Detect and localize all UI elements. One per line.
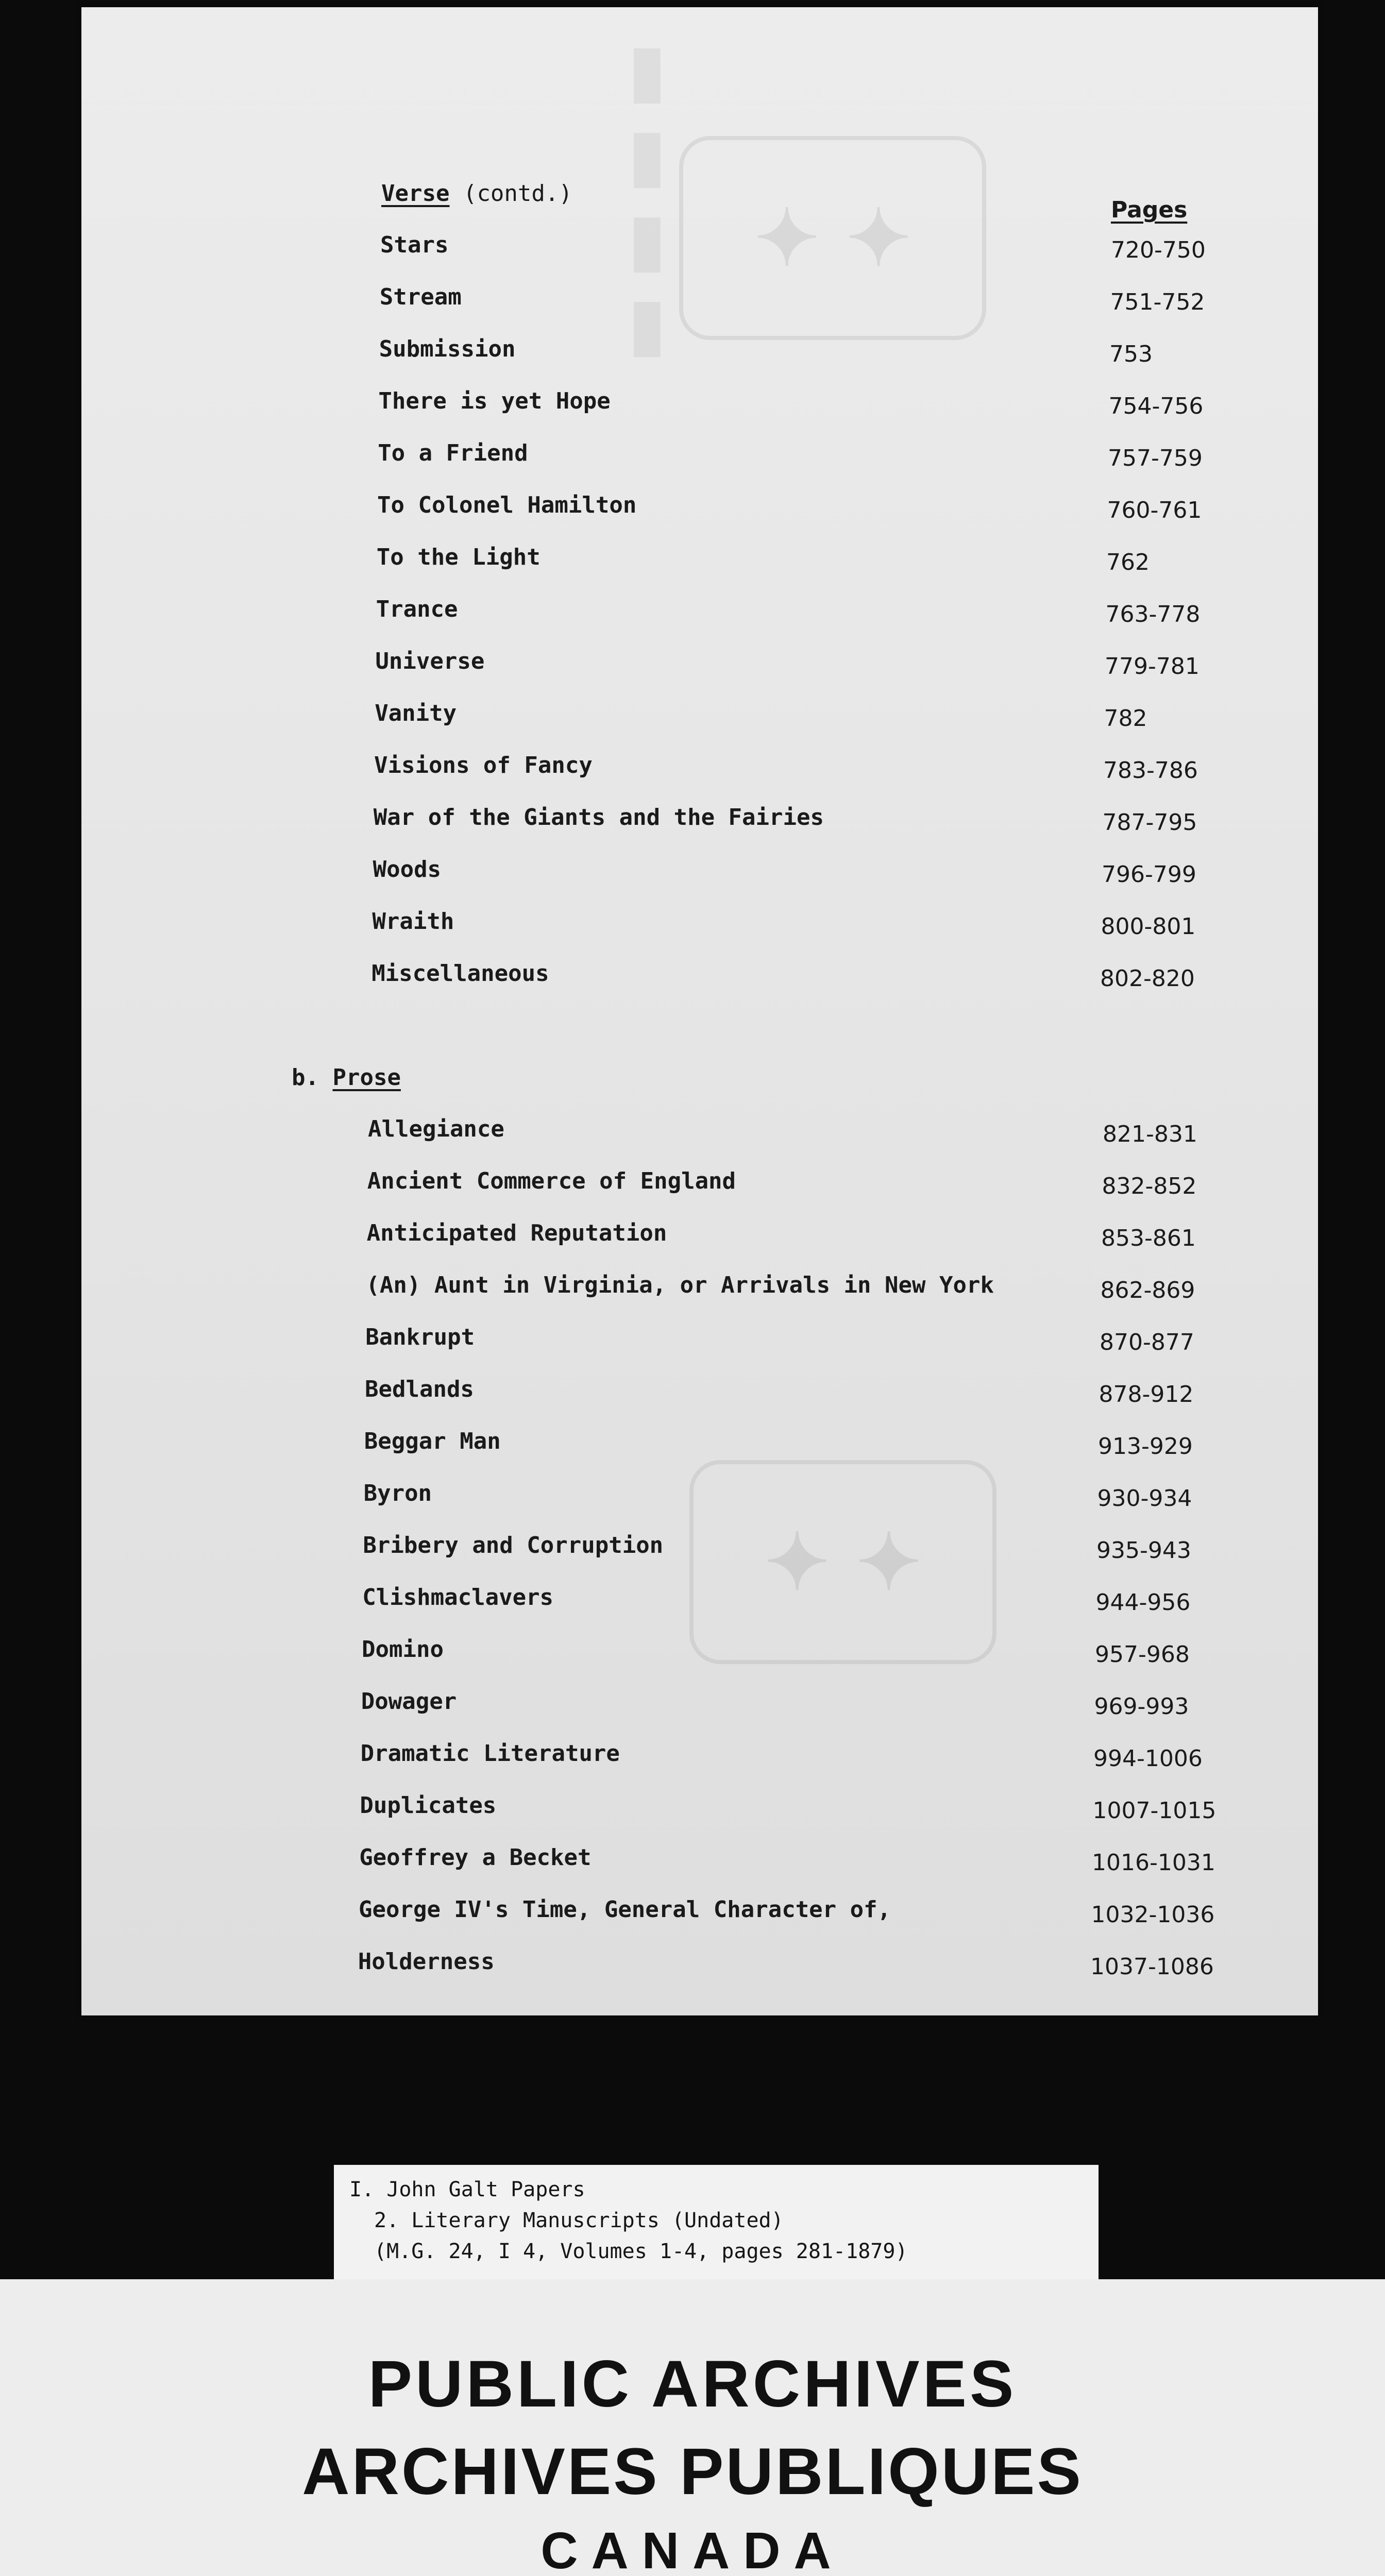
prose-item-title: Allegiance	[368, 1116, 504, 1142]
prose-item-pages: 994-1006	[1093, 1745, 1203, 1772]
prose-item-title: Bedlands	[365, 1376, 474, 1402]
verse-item-pages: 783-786	[1103, 757, 1198, 784]
prose-item-pages: 913-929	[1098, 1433, 1193, 1460]
verse-item-pages: 763-778	[1105, 601, 1201, 628]
verse-heading-suffix: (contd.)	[463, 180, 572, 207]
prose-item-title: Dowager	[361, 1688, 457, 1715]
prose-item-title: George IV's Time, General Character of,	[359, 1896, 891, 1923]
banner-line-3: CANADA	[541, 2522, 844, 2576]
prose-item-title: (An) Aunt in Virginia, or Arrivals in New York	[366, 1272, 994, 1298]
prose-item-pages: 935-943	[1096, 1537, 1191, 1564]
verse-item-title: Stars	[380, 232, 449, 258]
verse-item-pages: 760-761	[1107, 497, 1202, 523]
prose-item-title: Clishmaclavers	[362, 1584, 554, 1611]
prose-item-title: Geoffrey a Becket	[359, 1844, 592, 1871]
prose-item-title: Domino	[362, 1636, 444, 1663]
verse-item-title: Vanity	[375, 700, 457, 726]
prose-item-title: Holderness	[358, 1948, 495, 1975]
prose-item-title: Dramatic Literature	[360, 1740, 620, 1767]
prose-item-pages: 1007-1015	[1092, 1798, 1217, 1824]
banner-line-1: PUBLIC ARCHIVES	[368, 2347, 1017, 2421]
prose-item-title: Beggar Man	[364, 1428, 501, 1454]
verse-item-title: Trance	[376, 596, 458, 622]
archives-banner	[0, 2279, 1385, 2576]
archive-label	[334, 2165, 1099, 2279]
prose-item-pages: 1016-1031	[1092, 1850, 1215, 1876]
prose-item-title: Byron	[363, 1480, 432, 1506]
prose-item-title: Duplicates	[360, 1792, 497, 1819]
verse-heading-line	[381, 178, 572, 209]
pages-header: Pages	[1111, 197, 1188, 223]
prose-item-title: Anticipated Reputation	[366, 1220, 667, 1246]
verse-item-title: Submission	[379, 336, 516, 362]
prose-item-title: Bribery and Corruption	[363, 1532, 664, 1558]
banner-line-2: ARCHIVES PUBLIQUES	[302, 2435, 1083, 2509]
verse-item-pages: 762	[1106, 549, 1150, 575]
prose-item-pages: 821-831	[1103, 1121, 1197, 1147]
verse-item-title: Wraith	[372, 908, 454, 935]
verse-item-pages: 753	[1109, 341, 1153, 367]
verse-item-title: Universe	[375, 648, 485, 674]
prose-prefix: b.	[292, 1064, 319, 1091]
prose-item-pages: 853-861	[1101, 1225, 1196, 1251]
verse-item-title: To the Light	[376, 544, 541, 570]
prose-item-pages: 944-956	[1095, 1589, 1191, 1616]
prose-item-title: Ancient Commerce of England	[367, 1168, 736, 1194]
crest-watermark-bottom: ✦ ✦	[689, 1460, 996, 1664]
crest-watermark-top: ✦ ✦	[679, 136, 986, 340]
prose-item-pages: 1037-1086	[1090, 1954, 1214, 1980]
prose-item-pages: 957-968	[1095, 1641, 1190, 1668]
prose-item-pages: 878-912	[1099, 1381, 1194, 1408]
label-line-1: I. John Galt Papers	[349, 2178, 585, 2201]
watermark-bleed: ▮▮▮▮	[605, 28, 689, 366]
verse-item-pages: 779-781	[1105, 653, 1200, 680]
label-line-3: (M.G. 24, I 4, Volumes 1-4, pages 281-1879)	[374, 2240, 908, 2263]
verse-item-title: Stream	[379, 284, 462, 310]
verse-item-title: Woods	[373, 856, 442, 883]
verse-item-pages: 800-801	[1101, 913, 1196, 940]
prose-item-pages: 930-934	[1097, 1485, 1192, 1512]
verse-item-pages: 796-799	[1102, 861, 1196, 888]
verse-item-pages: 751-752	[1110, 289, 1205, 315]
document-page	[81, 7, 1318, 2015]
verse-item-title: There is yet Hope	[378, 388, 611, 414]
prose-heading: Prose	[332, 1064, 401, 1091]
verse-item-pages: 754-756	[1108, 393, 1204, 419]
verse-item-pages: 720-750	[1111, 237, 1206, 263]
verse-item-title: To Colonel Hamilton	[377, 492, 637, 518]
prose-heading-line	[292, 1062, 401, 1093]
verse-item-pages: 782	[1104, 705, 1147, 732]
prose-item-pages: 862-869	[1100, 1277, 1195, 1303]
verse-item-title: Visions of Fancy	[374, 752, 593, 778]
verse-item-pages: 787-795	[1102, 809, 1197, 836]
prose-item-title: Bankrupt	[365, 1324, 475, 1350]
prose-item-pages: 969-993	[1094, 1693, 1189, 1720]
prose-item-pages: 870-877	[1100, 1329, 1194, 1355]
verse-item-pages: 802-820	[1100, 965, 1195, 992]
prose-item-pages: 832-852	[1102, 1173, 1197, 1199]
verse-item-pages: 757-759	[1108, 445, 1203, 471]
verse-item-title: War of the Giants and the Fairies	[373, 804, 824, 831]
prose-item-pages: 1032-1036	[1091, 1902, 1215, 1928]
verse-heading: Verse	[381, 180, 450, 207]
label-line-2: 2. Literary Manuscripts (Undated)	[374, 2209, 784, 2232]
verse-item-title: Miscellaneous	[371, 960, 549, 987]
verse-item-title: To a Friend	[378, 440, 528, 466]
